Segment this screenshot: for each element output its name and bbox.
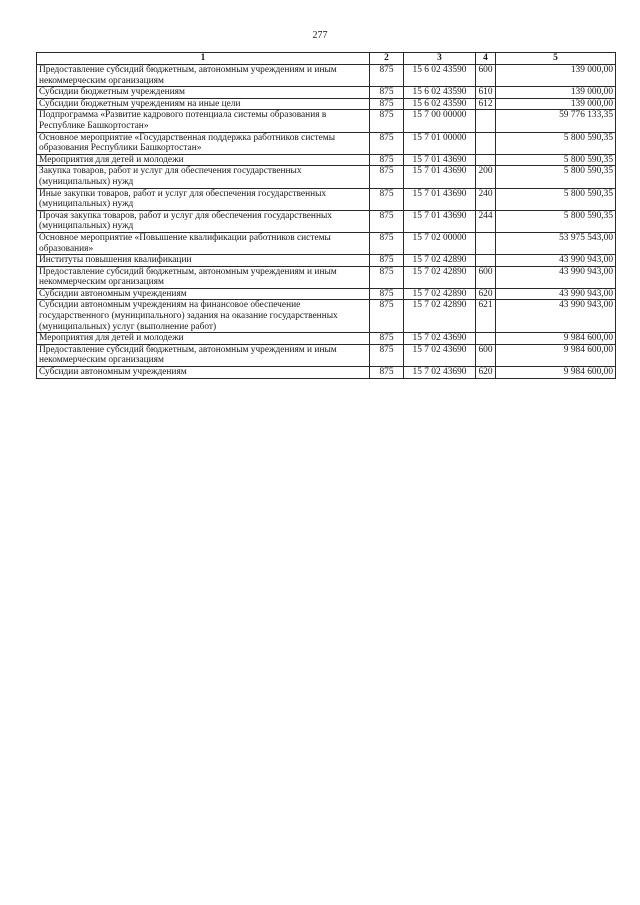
cell-ved: 875 [370,210,404,232]
cell-csr: 15 7 00 00000 [404,110,476,132]
cell-sum: 43 990 943,00 [496,300,616,333]
header-col-vr: 4 [476,53,496,65]
cell-ved: 875 [370,154,404,166]
cell-csr: 15 7 01 43690 [404,188,476,210]
cell-name: Субсидии бюджетным учреждениям на иные цели [37,98,370,110]
cell-ved: 875 [370,98,404,110]
cell-sum: 5 800 590,35 [496,132,616,154]
cell-vr: 600 [476,344,496,366]
cell-ved: 875 [370,344,404,366]
cell-vr: 600 [476,266,496,288]
cell-vr [476,232,496,254]
cell-csr: 15 6 02 43590 [404,65,476,87]
cell-name: Подпрограмма «Развитие кадрового потенциала системы образования в Республике Башкортостан» [37,110,370,132]
cell-ved: 875 [370,132,404,154]
header-col-ved: 2 [370,53,404,65]
cell-name: Субсидии автономным учреждениям на финансовое обеспечение государственного (муниципального) задания на оказание государственных (муниципальных) услуг (выполнение работ) [37,300,370,333]
cell-csr: 15 7 01 00000 [404,132,476,154]
cell-ved: 875 [370,87,404,99]
cell-name: Мероприятия для детей и молодежи [37,154,370,166]
cell-name: Закупка товаров, работ и услуг для обеспечения государственных (муниципальных) нужд [37,166,370,188]
cell-vr: 620 [476,367,496,379]
cell-csr: 15 7 02 43690 [404,367,476,379]
header-col-sum: 5 [496,53,616,65]
cell-sum: 9 984 600,00 [496,344,616,366]
cell-ved: 875 [370,300,404,333]
cell-sum: 43 990 943,00 [496,266,616,288]
cell-name: Предоставление субсидий бюджетным, автономным учреждениям и иным некоммерческим организациям [37,344,370,366]
cell-vr: 600 [476,65,496,87]
table-row [37,154,616,166]
table-row [37,344,616,366]
cell-ved: 875 [370,166,404,188]
header-row [37,53,616,65]
header-col-name: 1 [37,53,370,65]
cell-csr: 15 7 02 00000 [404,232,476,254]
cell-vr [476,154,496,166]
cell-sum: 9 984 600,00 [496,333,616,345]
cell-csr: 15 7 01 43690 [404,210,476,232]
cell-csr: 15 7 01 43690 [404,154,476,166]
cell-ved: 875 [370,65,404,87]
cell-csr: 15 6 02 43590 [404,87,476,99]
cell-sum: 5 800 590,35 [496,154,616,166]
table-row [37,367,616,379]
cell-sum: 5 800 590,35 [496,166,616,188]
table-body [37,65,616,379]
cell-csr: 15 7 02 42890 [404,288,476,300]
cell-csr: 15 7 02 42890 [404,266,476,288]
cell-vr [476,110,496,132]
cell-name: Иные закупки товаров, работ и услуг для обеспечения государственных (муниципальных) нужд [37,188,370,210]
table-row [37,87,616,99]
cell-csr: 15 7 02 42890 [404,255,476,267]
cell-vr [476,333,496,345]
page-number: 277 [312,30,328,41]
cell-ved: 875 [370,266,404,288]
cell-vr: 244 [476,210,496,232]
table-row [37,98,616,110]
table-row [37,333,616,345]
cell-name: Основное мероприятие «Государственная поддержка работников системы образования Республики Башкортостан» [37,132,370,154]
table-row [37,65,616,87]
cell-vr: 200 [476,166,496,188]
cell-sum: 43 990 943,00 [496,288,616,300]
cell-name: Предоставление субсидий бюджетным, автономным учреждениям и иным некоммерческим организациям [37,65,370,87]
table-row [37,132,616,154]
cell-sum: 139 000,00 [496,65,616,87]
table-row [37,232,616,254]
table-row [37,166,616,188]
cell-name: Прочая закупка товаров, работ и услуг для обеспечения государственных (муниципальных) нужд [37,210,370,232]
cell-ved: 875 [370,255,404,267]
cell-ved: 875 [370,367,404,379]
cell-sum: 5 800 590,35 [496,210,616,232]
cell-sum: 139 000,00 [496,98,616,110]
cell-name: Субсидии бюджетным учреждениям [37,87,370,99]
cell-vr: 612 [476,98,496,110]
cell-csr: 15 7 02 42890 [404,300,476,333]
cell-name: Основное мероприятие «Повышение квалификации работников системы образования» [37,232,370,254]
table-row [37,266,616,288]
cell-sum: 9 984 600,00 [496,367,616,379]
cell-sum: 43 990 943,00 [496,255,616,267]
cell-ved: 875 [370,110,404,132]
table-row [37,210,616,232]
table-row [37,255,616,267]
cell-sum: 53 975 543,00 [496,232,616,254]
cell-sum: 139 000,00 [496,87,616,99]
cell-csr: 15 7 02 43690 [404,344,476,366]
budget-table [36,52,616,379]
table-row [37,288,616,300]
table-row [37,110,616,132]
cell-csr: 15 7 02 43690 [404,333,476,345]
cell-ved: 875 [370,188,404,210]
cell-name: Предоставление субсидий бюджетным, автономным учреждениям и иным некоммерческим организациям [37,266,370,288]
cell-vr: 610 [476,87,496,99]
header-col-csr: 3 [404,53,476,65]
cell-vr [476,132,496,154]
cell-ved: 875 [370,232,404,254]
table-header [37,53,616,65]
cell-vr: 621 [476,300,496,333]
cell-name: Субсидии автономным учреждениям [37,367,370,379]
cell-csr: 15 6 02 43590 [404,98,476,110]
cell-name: Институты повышения квалификации [37,255,370,267]
cell-vr [476,255,496,267]
cell-name: Субсидии автономным учреждениям [37,288,370,300]
cell-csr: 15 7 01 43690 [404,166,476,188]
cell-vr: 620 [476,288,496,300]
cell-sum: 59 776 133,35 [496,110,616,132]
cell-sum: 5 800 590,35 [496,188,616,210]
cell-name: Мероприятия для детей и молодежи [37,333,370,345]
cell-vr: 240 [476,188,496,210]
cell-ved: 875 [370,333,404,345]
cell-ved: 875 [370,288,404,300]
table-row [37,300,616,333]
table-row [37,188,616,210]
